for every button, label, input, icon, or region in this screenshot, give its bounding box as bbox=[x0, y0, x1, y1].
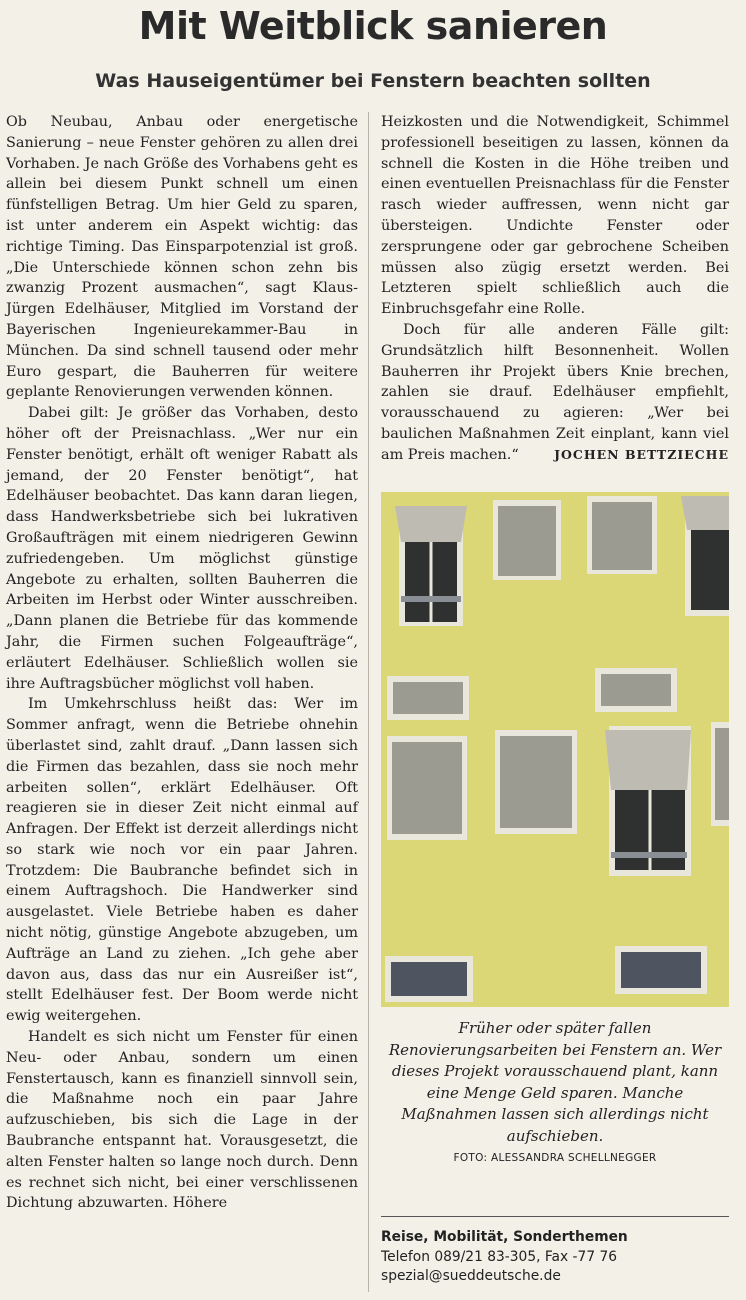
article-column-right bbox=[381, 112, 729, 466]
paragraph: Handelt es sich nicht um Fenster für einen Neu- oder Anbau, sondern um einen Fenstertausch, kann es finanziell sinnvoll sein, die Maßnahme noch ein paar Jahre aufzuschieben, bis sich die Lage in der Baubranche entspannt hat. Vorausgesetzt, die alten Fenster halten so lange noch durch. Denn es rechnet sich nicht, bei einer verschlissenen Dichtung abzuwarten. Höhere bbox=[6, 1029, 358, 1212]
window-small bbox=[595, 668, 677, 712]
paragraph: Ob Neubau, Anbau oder energetische Sanierung – neue Fenster gehören zu allen drei Vorhaben. Je nach Größe des Vorhabens geht es allein bei diesem Punkt schnell um einen fünfstelligen Betrag. Um hier Geld zu sparen, ist unter anderem ein Aspekt wichtig: das richtige Timing. Das Einsparpotenzial ist groß. „Die Unterschiede können schon zehn bis zwanzig Prozent ausmachen“, sagt Klaus-Jürgen Edelhäuser, Mitglied im Vorstand der Bayerischen Ingenieurekammer-Bau in München. Da sind schnell tausend oder mehr Euro gespart, die Bauherren für weitere geplante Renovierungen verwenden können. bbox=[6, 114, 358, 401]
window-blind bbox=[495, 730, 577, 834]
contact-divider bbox=[381, 1216, 729, 1217]
contact-phone: Telefon 089/21 83-305, Fax -77 76 bbox=[381, 1248, 618, 1265]
contact-box bbox=[381, 1228, 729, 1287]
paragraph: Im Umkehrschluss heißt das: Wer im Sommer anfragt, wenn die Betriebe ohnehin überlastet sind, zahlt drauf. „Dann lassen sich die Firmen das bezahlen, dass sie noch mehr arbeiten sollen“, erklärt Edelhäuser. Oft reagieren sie in dieser Zeit nicht einmal auf Anfragen. Der Effekt ist derzeit allerdings nicht so stark wie noch vor ein paar Jahren. Trotzdem: Die Baubranche befindet sich in einem Auftragshoch. Die Handwerker sind ausgelastet. Viele Betriebe haben es daher nicht nötig, günstige Angebote abzugeben, um Aufträge an Land zu ziehen. „Ich gehe aber davon aus, dass das nur ein Ausreißer ist“, stellt Edelhäuser fest. Der Boom werde nicht ewig weitergehen. bbox=[6, 696, 358, 1025]
article-photo bbox=[381, 492, 729, 1007]
paragraph-text: Doch für alle anderen Fälle gilt: Grundsätzlich hilft Besonnenheit. Wollen Bauherren ihr Projekt übers Knie brechen, zahlen sie drauf. Edelhäuser empfiehlt, vorausschauend zu agieren: „Wer bei baulichen Maßnahmen Zeit einplant, kann viel am Preis machen.“ bbox=[381, 321, 729, 463]
window-blind bbox=[387, 736, 467, 840]
contact-department: Reise, Mobilität, Sonderthemen bbox=[381, 1229, 628, 1245]
paragraph: Dabei gilt: Je größer das Vorhaben, desto höher oft der Preisnachlass. „Wer nur ein Fenster benötigt, erhält oft weniger Rabatt als jemand, der 20 Fenster benötigt“, hat Edelhäuser beobachtet. Das kann daran liegen, dass Handwerksbetriebe sich bei lukrativen Großaufträgen mit einem niedrigeren Gewinn zufriedengeben. Um möglichst günstige Angebote zu erhalten, sollten Bauherren die Arbeiten im Herbst oder Winter ausschreiben. „Dann planen die Betriebe für das kommende Jahr, die Firmen suchen Folgeaufträge“, erläutert Edelhäuser. Schließlich wollen sie ihre Auftragsbücher möglichst voll haben. bbox=[6, 405, 358, 692]
window-awning bbox=[681, 496, 729, 616]
window-small bbox=[385, 956, 473, 1002]
window-small bbox=[615, 946, 707, 994]
window-blind bbox=[587, 496, 657, 574]
facade-illustration bbox=[381, 492, 729, 1007]
author-byline: JOCHEN BETTZIECHE bbox=[554, 446, 729, 462]
headline: Mit Weitblick sanieren bbox=[138, 4, 608, 48]
window-awning bbox=[395, 506, 467, 626]
paragraph: Heizkosten und die Notwendigkeit, Schimmel professionell beseitigen zu lassen, können da schnell die Kosten in die Höhe treiben und einen eventuellen Preisnachlass für die Fenster rasch wieder auffressen, wenn nicht gar übersteigen. Undichte Fenster oder zersprungene oder gar gebrochene Scheiben müssen also zügig ersetzt werden. Bei Letzteren spielt schließlich auch die Einbruchsgefahr eine Rolle. bbox=[381, 114, 729, 318]
article-column-left bbox=[6, 112, 358, 1214]
window-blind bbox=[493, 500, 561, 580]
contact-email[interactable]: spezial@sueddeutsche.de bbox=[381, 1268, 561, 1284]
photo-credit: FOTO: ALESSANDRA SCHELLNEGGER bbox=[453, 1152, 657, 1164]
window-blind bbox=[711, 722, 729, 826]
window-small bbox=[387, 676, 469, 720]
paragraph bbox=[381, 320, 729, 466]
column-divider bbox=[368, 112, 369, 1292]
photo-caption: Früher oder später fallen Renovierungsarbeiten bei Fenstern an. Wer dieses Projekt vorausschauend plant, kann eine Menge Geld sparen. Manche Maßnahmen lassen sich allerdings nicht aufschieben. bbox=[388, 1019, 722, 1145]
window-awning bbox=[605, 726, 691, 876]
subheadline: Was Hauseigentümer bei Fenstern beachten sollten bbox=[95, 70, 651, 92]
